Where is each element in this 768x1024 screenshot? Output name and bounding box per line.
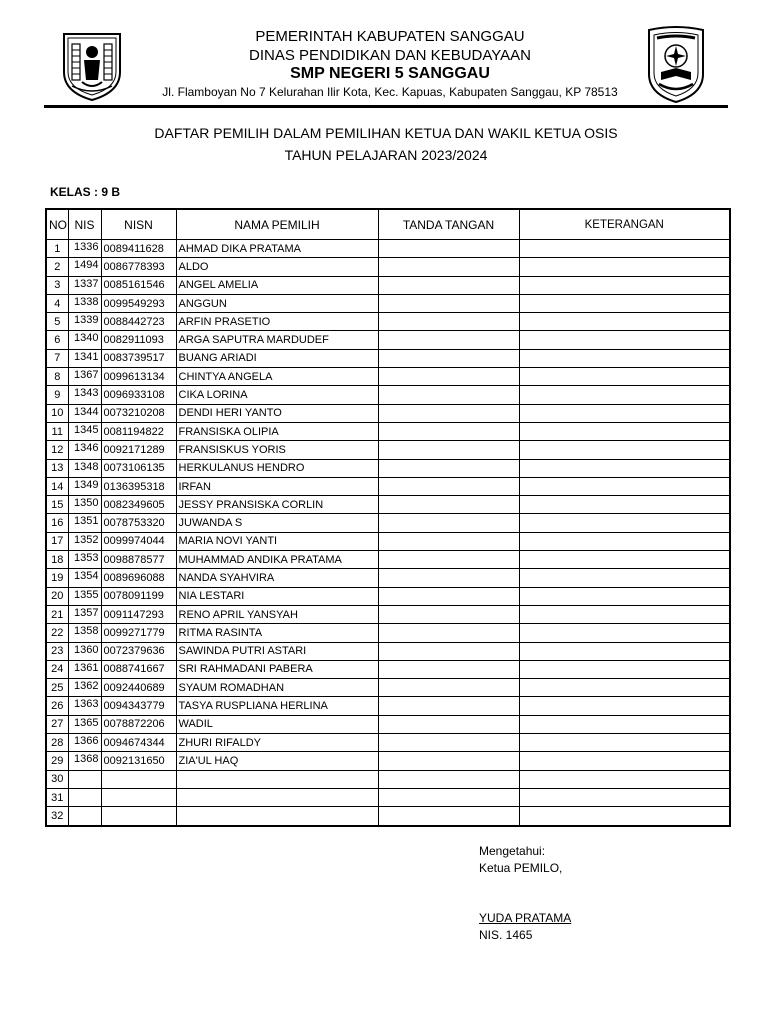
header-no: NO — [46, 209, 68, 240]
row-no: 12 — [46, 441, 68, 459]
row-no: 7 — [46, 349, 68, 367]
row-nisn: 0094674344 — [101, 734, 176, 752]
table-row — [46, 349, 730, 367]
row-nama: ANGGUN — [176, 294, 378, 312]
signature-name: YUDA PRATAMA — [479, 911, 572, 925]
table-row — [46, 258, 730, 276]
row-no: 9 — [46, 386, 68, 404]
row-keterangan — [519, 551, 730, 569]
row-nis: 1365 — [68, 715, 101, 733]
row-no: 8 — [46, 368, 68, 386]
row-nisn: 0136395318 — [101, 477, 176, 495]
row-nama: CHINTYA ANGELA — [176, 368, 378, 386]
row-keterangan — [519, 807, 730, 826]
row-tanda-tangan — [378, 605, 519, 623]
row-nama: SYAUM ROMADHAN — [176, 679, 378, 697]
row-keterangan — [519, 734, 730, 752]
table-row — [46, 313, 730, 331]
row-tanda-tangan — [378, 496, 519, 514]
row-nisn: 0092171289 — [101, 441, 176, 459]
row-nisn: 0088741667 — [101, 660, 176, 678]
row-tanda-tangan — [378, 368, 519, 386]
table-row — [46, 368, 730, 386]
row-nis: 1360 — [68, 642, 101, 660]
row-keterangan — [519, 313, 730, 331]
row-nama — [176, 770, 378, 788]
table-row — [46, 807, 730, 826]
table-row — [46, 294, 730, 312]
row-no: 22 — [46, 624, 68, 642]
row-no: 19 — [46, 569, 68, 587]
row-no: 21 — [46, 605, 68, 623]
row-keterangan — [519, 642, 730, 660]
table-row — [46, 240, 730, 258]
row-nisn: 0078091199 — [101, 587, 176, 605]
row-no: 28 — [46, 734, 68, 752]
row-nama: CIKA LORINA — [176, 386, 378, 404]
row-keterangan — [519, 514, 730, 532]
row-nama: NIA LESTARI — [176, 587, 378, 605]
row-nisn: 0092440689 — [101, 679, 176, 697]
row-nama: MARIA NOVI YANTI — [176, 532, 378, 550]
row-nisn: 0086778393 — [101, 258, 176, 276]
row-nisn: 0083739517 — [101, 349, 176, 367]
row-nis: 1346 — [68, 441, 101, 459]
row-nama: IRFAN — [176, 477, 378, 495]
row-no: 5 — [46, 313, 68, 331]
table-row — [46, 715, 730, 733]
row-no: 23 — [46, 642, 68, 660]
table-row — [46, 587, 730, 605]
row-nama: RITMA RASINTA — [176, 624, 378, 642]
table-row — [46, 752, 730, 770]
row-nis: 1339 — [68, 313, 101, 331]
row-tanda-tangan — [378, 404, 519, 422]
row-keterangan — [519, 386, 730, 404]
row-no: 1 — [46, 240, 68, 258]
row-tanda-tangan — [378, 660, 519, 678]
row-nisn — [101, 770, 176, 788]
row-nisn: 0073210208 — [101, 404, 176, 422]
row-nis: 1366 — [68, 734, 101, 752]
row-nama: DENDI HERI YANTO — [176, 404, 378, 422]
row-nisn: 0089411628 — [101, 240, 176, 258]
row-nama: SAWINDA PUTRI ASTARI — [176, 642, 378, 660]
row-nis: 1341 — [68, 349, 101, 367]
row-tanda-tangan — [378, 422, 519, 440]
table-row — [46, 734, 730, 752]
row-nama — [176, 788, 378, 806]
row-keterangan — [519, 587, 730, 605]
row-nisn: 0091147293 — [101, 605, 176, 623]
header-divider — [44, 105, 728, 108]
row-keterangan — [519, 294, 730, 312]
row-keterangan — [519, 240, 730, 258]
row-no: 6 — [46, 331, 68, 349]
row-nis: 1354 — [68, 569, 101, 587]
row-keterangan — [519, 715, 730, 733]
school-emblem-icon — [645, 24, 707, 104]
row-nis — [68, 788, 101, 806]
row-keterangan — [519, 496, 730, 514]
row-tanda-tangan — [378, 715, 519, 733]
document-subtitle: TAHUN PELAJARAN 2023/2024 — [284, 147, 488, 163]
row-keterangan — [519, 422, 730, 440]
row-nis: 1348 — [68, 459, 101, 477]
row-keterangan — [519, 477, 730, 495]
row-nis: 1336 — [68, 240, 101, 258]
row-tanda-tangan — [378, 587, 519, 605]
row-nama: MUHAMMAD ANDIKA PRATAMA — [176, 551, 378, 569]
row-nisn: 0085161546 — [101, 276, 176, 294]
row-tanda-tangan — [378, 276, 519, 294]
table-row — [46, 660, 730, 678]
table-row — [46, 624, 730, 642]
row-no: 15 — [46, 496, 68, 514]
row-tanda-tangan — [378, 441, 519, 459]
row-tanda-tangan — [378, 477, 519, 495]
table-row — [46, 569, 730, 587]
row-no: 10 — [46, 404, 68, 422]
table-row — [46, 514, 730, 532]
row-nis: 1352 — [68, 532, 101, 550]
class-label: KELAS : 9 B — [50, 185, 121, 199]
document-title: DAFTAR PEMILIH DALAM PEMILIHAN KETUA DAN WAKIL KETUA OSIS — [154, 125, 618, 141]
row-tanda-tangan — [378, 294, 519, 312]
row-nama: HERKULANUS HENDRO — [176, 459, 378, 477]
row-keterangan — [519, 459, 730, 477]
row-nama: ARGA SAPUTRA MARDUDEF — [176, 331, 378, 349]
table-row — [46, 441, 730, 459]
table-row — [46, 697, 730, 715]
row-keterangan — [519, 605, 730, 623]
row-nisn: 0099549293 — [101, 294, 176, 312]
row-nisn — [101, 788, 176, 806]
row-no: 13 — [46, 459, 68, 477]
row-keterangan — [519, 258, 730, 276]
row-nis: 1337 — [68, 276, 101, 294]
row-tanda-tangan — [378, 734, 519, 752]
table-row — [46, 551, 730, 569]
table-row — [46, 422, 730, 440]
row-nama: AHMAD DIKA PRATAMA — [176, 240, 378, 258]
voter-table — [45, 208, 731, 827]
row-tanda-tangan — [378, 258, 519, 276]
row-keterangan — [519, 331, 730, 349]
row-nisn: 0099271779 — [101, 624, 176, 642]
row-nis: 1363 — [68, 697, 101, 715]
row-nis: 1353 — [68, 551, 101, 569]
row-nisn: 0081194822 — [101, 422, 176, 440]
row-nis: 1343 — [68, 386, 101, 404]
row-keterangan — [519, 679, 730, 697]
table-row — [46, 532, 730, 550]
row-no: 11 — [46, 422, 68, 440]
row-nisn — [101, 807, 176, 826]
row-nis: 1345 — [68, 422, 101, 440]
header-keterangan: KETERANGAN — [519, 209, 730, 240]
row-nis — [68, 807, 101, 826]
row-nis: 1355 — [68, 587, 101, 605]
row-keterangan — [519, 349, 730, 367]
row-tanda-tangan — [378, 459, 519, 477]
row-nama: SRI RAHMADANI PABERA — [176, 660, 378, 678]
row-tanda-tangan — [378, 551, 519, 569]
row-nama: JESSY PRANSISKA CORLIN — [176, 496, 378, 514]
row-nis: 1344 — [68, 404, 101, 422]
row-keterangan — [519, 752, 730, 770]
row-nisn: 0082911093 — [101, 331, 176, 349]
row-nis: 1351 — [68, 514, 101, 532]
row-keterangan — [519, 624, 730, 642]
row-tanda-tangan — [378, 624, 519, 642]
row-no: 17 — [46, 532, 68, 550]
row-nisn: 0072379636 — [101, 642, 176, 660]
header-line-1: PEMERINTAH KABUPATEN SANGGAU — [255, 28, 525, 45]
district-emblem-icon — [58, 30, 126, 102]
row-no: 14 — [46, 477, 68, 495]
table-row — [46, 788, 730, 806]
row-keterangan — [519, 276, 730, 294]
row-nama: FRANSISKA OLIPIA — [176, 422, 378, 440]
row-tanda-tangan — [378, 331, 519, 349]
row-no: 29 — [46, 752, 68, 770]
row-tanda-tangan — [378, 386, 519, 404]
row-no: 4 — [46, 294, 68, 312]
table-row — [46, 679, 730, 697]
row-no: 26 — [46, 697, 68, 715]
signature-nis: NIS. 1465 — [479, 928, 533, 942]
row-nis: 1362 — [68, 679, 101, 697]
row-nis: 1340 — [68, 331, 101, 349]
row-nis: 1338 — [68, 294, 101, 312]
table-row — [46, 386, 730, 404]
school-name: SMP NEGERI 5 SANGGAU — [290, 65, 490, 82]
row-nama: NANDA SYAHVIRA — [176, 569, 378, 587]
row-keterangan — [519, 660, 730, 678]
row-nisn: 0082349605 — [101, 496, 176, 514]
row-no: 2 — [46, 258, 68, 276]
row-nama: TASYA RUSPLIANA HERLINA — [176, 697, 378, 715]
row-nisn: 0094343779 — [101, 697, 176, 715]
row-tanda-tangan — [378, 752, 519, 770]
row-tanda-tangan — [378, 807, 519, 826]
table-row — [46, 404, 730, 422]
row-nama: ARFIN PRASETIO — [176, 313, 378, 331]
row-nama: ALDO — [176, 258, 378, 276]
row-nis: 1357 — [68, 605, 101, 623]
row-tanda-tangan — [378, 532, 519, 550]
table-row — [46, 642, 730, 660]
table-row — [46, 477, 730, 495]
row-nis: 1350 — [68, 496, 101, 514]
row-tanda-tangan — [378, 240, 519, 258]
row-nis: 1361 — [68, 660, 101, 678]
table-row — [46, 496, 730, 514]
table-row — [46, 605, 730, 623]
table-header-row — [46, 209, 730, 240]
row-nisn: 0089696088 — [101, 569, 176, 587]
row-nis: 1367 — [68, 368, 101, 386]
table-row — [46, 770, 730, 788]
header-nama: NAMA PEMILIH — [176, 209, 378, 240]
row-keterangan — [519, 697, 730, 715]
row-nama: ZIA'UL HAQ — [176, 752, 378, 770]
row-keterangan — [519, 441, 730, 459]
row-nis: 1358 — [68, 624, 101, 642]
row-nama: ZHURI RIFALDY — [176, 734, 378, 752]
row-nisn: 0099974044 — [101, 532, 176, 550]
row-nisn: 0099613134 — [101, 368, 176, 386]
row-no: 25 — [46, 679, 68, 697]
row-nama: ANGEL AMELIA — [176, 276, 378, 294]
header-tanda-tangan: TANDA TANGAN — [378, 209, 519, 240]
row-tanda-tangan — [378, 313, 519, 331]
row-no: 30 — [46, 770, 68, 788]
row-no: 31 — [46, 788, 68, 806]
row-tanda-tangan — [378, 349, 519, 367]
row-nisn: 0073106135 — [101, 459, 176, 477]
row-tanda-tangan — [378, 697, 519, 715]
row-tanda-tangan — [378, 679, 519, 697]
row-tanda-tangan — [378, 514, 519, 532]
row-no: 16 — [46, 514, 68, 532]
row-tanda-tangan — [378, 788, 519, 806]
row-keterangan — [519, 404, 730, 422]
row-nama: WADIL — [176, 715, 378, 733]
row-tanda-tangan — [378, 569, 519, 587]
row-nama — [176, 807, 378, 826]
row-nisn: 0096933108 — [101, 386, 176, 404]
row-nama: JUWANDA S — [176, 514, 378, 532]
row-nisn: 0088442723 — [101, 313, 176, 331]
row-nama: RENO APRIL YANSYAH — [176, 605, 378, 623]
row-keterangan — [519, 770, 730, 788]
header-line-2: DINAS PENDIDIKAN DAN KEBUDAYAAN — [248, 47, 531, 64]
row-nis: 1494 — [68, 258, 101, 276]
row-nisn: 0078753320 — [101, 514, 176, 532]
row-nis: 1349 — [68, 477, 101, 495]
table-row — [46, 459, 730, 477]
table-row — [46, 331, 730, 349]
row-tanda-tangan — [378, 770, 519, 788]
header-nisn: NISN — [101, 209, 176, 240]
row-nis — [68, 770, 101, 788]
row-keterangan — [519, 368, 730, 386]
row-no: 3 — [46, 276, 68, 294]
row-no: 32 — [46, 807, 68, 826]
row-nama: BUANG ARIADI — [176, 349, 378, 367]
school-address: Jl. Flamboyan No 7 Kelurahan Ilir Kota, Kec. Kapuas, Kabupaten Sanggau, KP 78513 — [162, 85, 618, 99]
row-no: 27 — [46, 715, 68, 733]
row-keterangan — [519, 788, 730, 806]
signature-role: Ketua PEMILO, — [479, 861, 563, 875]
row-keterangan — [519, 569, 730, 587]
row-nisn: 0078872206 — [101, 715, 176, 733]
row-no: 24 — [46, 660, 68, 678]
table-row — [46, 276, 730, 294]
row-nama: FRANSISKUS YORIS — [176, 441, 378, 459]
row-nisn: 0092131650 — [101, 752, 176, 770]
row-nis: 1368 — [68, 752, 101, 770]
row-no: 18 — [46, 551, 68, 569]
header-nis: NIS — [68, 209, 101, 240]
row-no: 20 — [46, 587, 68, 605]
signature-acknowledged: Mengetahui: — [479, 844, 546, 858]
row-keterangan — [519, 532, 730, 550]
row-nisn: 0098878577 — [101, 551, 176, 569]
row-tanda-tangan — [378, 642, 519, 660]
